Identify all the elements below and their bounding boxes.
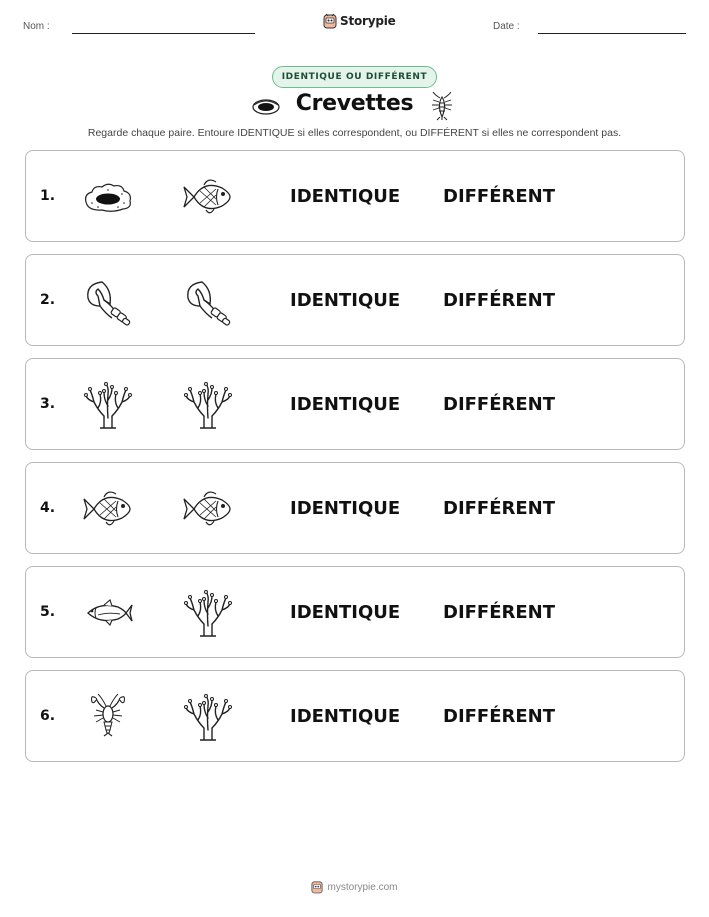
question-list	[25, 150, 685, 774]
brand-logo	[323, 13, 396, 29]
name-field[interactable]	[72, 33, 255, 34]
coral-icon	[182, 380, 234, 430]
option-identique[interactable]: IDENTIQUE	[290, 498, 401, 519]
option-identique[interactable]: IDENTIQUE	[290, 706, 401, 727]
claw-icon	[182, 276, 234, 326]
question-row	[25, 358, 685, 450]
option-different[interactable]: DIFFÉRENT	[443, 602, 556, 623]
instructions: Regarde chaque paire. Entoure IDENTIQUE si elles correspondent, ou DIFFÉRENT si elles ne correspondent pas.	[87, 127, 622, 139]
tuna-icon	[82, 588, 134, 638]
question-row	[25, 462, 685, 554]
brand-name: Storypie	[340, 14, 396, 28]
question-number: 1.	[40, 188, 56, 204]
question-number: 6.	[40, 708, 56, 724]
date-field[interactable]	[538, 33, 686, 34]
worksheet-type-badge: IDENTIQUE OU DIFFÉRENT	[272, 66, 437, 88]
option-identique[interactable]: IDENTIQUE	[290, 394, 401, 415]
footer-url[interactable]: mystorypie.com	[327, 881, 398, 893]
option-identique[interactable]: IDENTIQUE	[290, 602, 401, 623]
name-label: Nom :	[23, 21, 50, 32]
question-number: 4.	[40, 500, 56, 516]
fish-icon	[182, 484, 234, 534]
claw-icon	[82, 276, 134, 326]
coral-icon	[82, 380, 134, 430]
page-title: Crevettes	[295, 91, 414, 116]
option-different[interactable]: DIFFÉRENT	[443, 394, 556, 415]
question-row	[25, 566, 685, 658]
question-row	[25, 150, 685, 242]
title-row	[0, 91, 709, 123]
sand-hole-icon	[82, 172, 134, 222]
storypie-mascot-icon	[311, 880, 323, 894]
option-different[interactable]: DIFFÉRENT	[443, 290, 556, 311]
coral-icon	[182, 692, 234, 742]
question-row	[25, 670, 685, 762]
fish-icon	[82, 484, 134, 534]
storypie-mascot-icon	[323, 13, 337, 29]
question-number: 2.	[40, 292, 56, 308]
lobster-icon	[82, 692, 134, 742]
date-label: Date :	[493, 21, 520, 32]
question-row	[25, 254, 685, 346]
option-different[interactable]: DIFFÉRENT	[443, 706, 556, 727]
question-number: 5.	[40, 604, 56, 620]
option-identique[interactable]: IDENTIQUE	[290, 186, 401, 207]
option-different[interactable]: DIFFÉRENT	[443, 186, 556, 207]
coral-icon	[182, 588, 234, 638]
shrimp-icon	[429, 91, 455, 121]
option-different[interactable]: DIFFÉRENT	[443, 498, 556, 519]
fish-icon	[182, 172, 234, 222]
footer	[0, 880, 709, 894]
option-identique[interactable]: IDENTIQUE	[290, 290, 401, 311]
question-number: 3.	[40, 396, 56, 412]
